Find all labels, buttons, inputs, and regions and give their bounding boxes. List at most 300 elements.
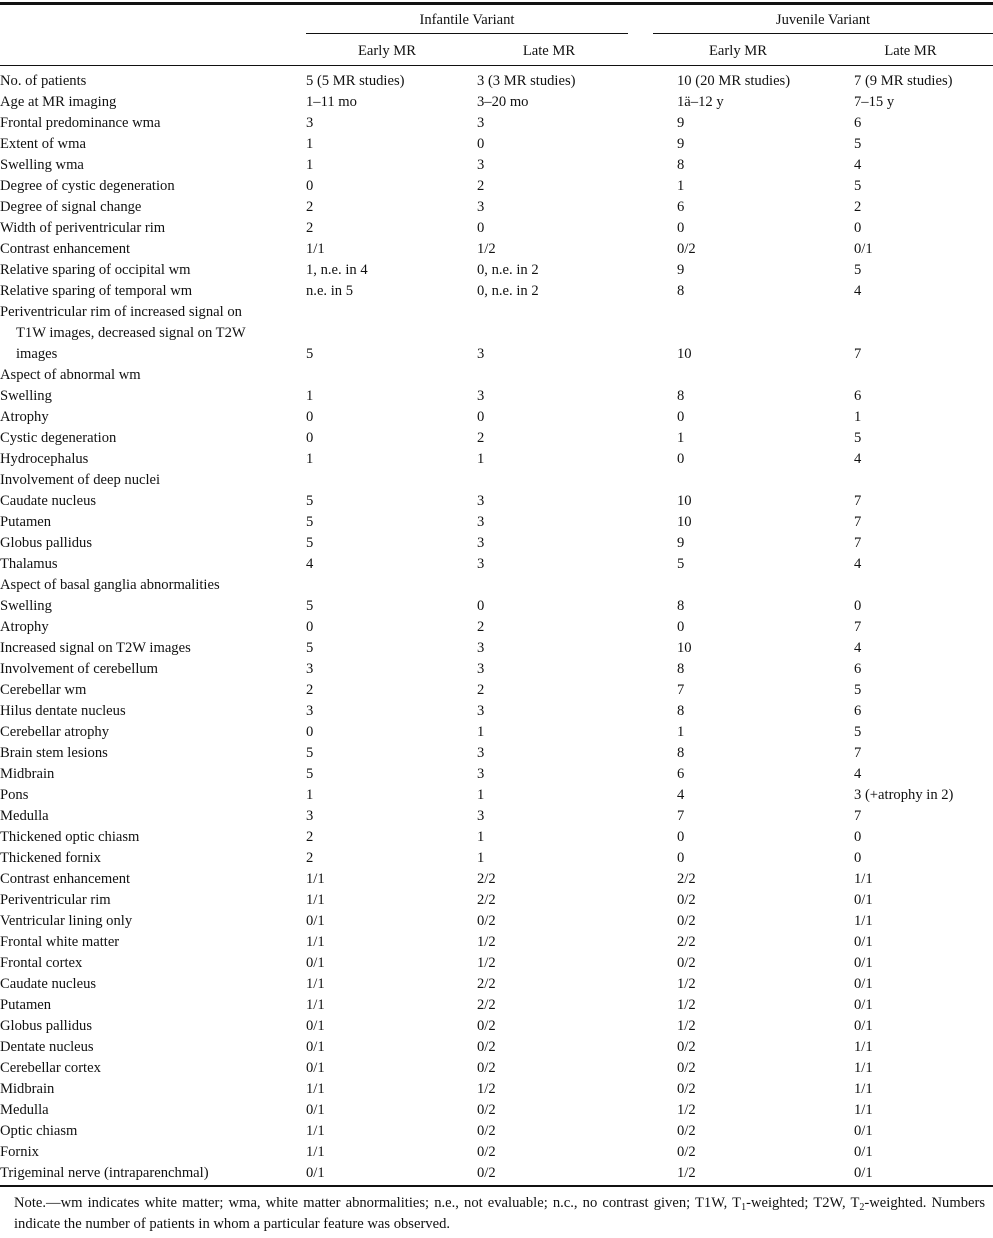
table-cell: 0/1: [854, 976, 873, 992]
table-row: [0, 1142, 993, 1163]
table-cell: 0/1: [306, 1039, 325, 1055]
table-cell: 7: [854, 493, 862, 509]
row-label: Contrast enhancement: [0, 871, 131, 887]
table-cell: 1/2: [477, 934, 496, 950]
table-cell: 3: [477, 535, 485, 551]
table-cell: 0/1: [854, 1165, 873, 1181]
table-row: [0, 197, 993, 218]
table-cell: 0/2: [677, 913, 696, 929]
row-label: Medulla: [0, 1102, 49, 1118]
row-label: Cerebellar atrophy: [0, 724, 109, 740]
table-cell: 3: [477, 661, 485, 677]
row-label: Age at MR imaging: [0, 94, 117, 110]
table-cell: 0/2: [477, 1018, 496, 1034]
table-cell: 9: [677, 262, 685, 278]
table-row: [0, 722, 993, 743]
table-row: [0, 1037, 993, 1058]
table-cell: 0/2: [677, 1144, 696, 1160]
table-cell: 1/2: [477, 1081, 496, 1097]
table-cell: 6: [854, 115, 862, 131]
table-row: [0, 701, 993, 722]
table-cell: 1: [477, 451, 485, 467]
table-cell: 0/1: [306, 1060, 325, 1076]
table-row: [0, 1079, 993, 1100]
row-label: Hydrocephalus: [0, 451, 89, 467]
table-cell: 1/1: [854, 871, 873, 887]
table-row: [0, 575, 993, 596]
table-cell: 1/1: [306, 892, 325, 908]
table-row: [0, 428, 993, 449]
table-cell: 4: [677, 787, 685, 803]
data-table: [0, 71, 993, 1184]
table-cell: 0: [306, 409, 314, 425]
col-header-juvenile-late: Late MR: [884, 43, 937, 59]
table-cell: 6: [854, 703, 862, 719]
table-cell: [306, 365, 477, 386]
table-row: [0, 1058, 993, 1079]
table-cell: 0/2: [477, 913, 496, 929]
table-cell: 2: [477, 619, 485, 635]
row-label: Midbrain: [0, 1081, 55, 1097]
table-cell: [306, 470, 477, 491]
table-cell: 3: [477, 703, 485, 719]
table-cell: 5: [306, 598, 314, 614]
table-cell: 2/2: [677, 871, 696, 887]
table-cell: 3: [477, 388, 485, 404]
table-cell: [854, 365, 993, 386]
table-row: [0, 617, 993, 638]
table-cell: 7 (9 MR studies): [854, 73, 953, 89]
table-cell: 0/2: [477, 1123, 496, 1139]
table-cell: 0/2: [677, 1123, 696, 1139]
table-row: [0, 407, 993, 428]
table-cell: 2/2: [477, 976, 496, 992]
table-cell: 1/1: [306, 241, 325, 257]
table-cell: 10: [677, 514, 692, 530]
table-cell: [477, 365, 677, 386]
table-cell: 8: [677, 661, 685, 677]
table-cell: 5: [306, 640, 314, 656]
table-cell: 9: [677, 136, 685, 152]
table-row: [0, 71, 993, 92]
table-cell: 1: [477, 829, 485, 845]
row-label: Ventricular lining only: [0, 913, 133, 929]
table-cell: 0/1: [854, 997, 873, 1013]
table-cell: 4: [854, 640, 862, 656]
row-label: Caudate nucleus: [0, 976, 97, 992]
table-cell: 1/1: [306, 934, 325, 950]
table-row: [0, 869, 993, 890]
table-cell: 3: [306, 808, 314, 824]
table-cell: 7: [677, 682, 685, 698]
table-cell: 1: [306, 451, 314, 467]
table-row: [0, 806, 993, 827]
header-rule: [0, 65, 993, 66]
table-cell: 2/2: [477, 871, 496, 887]
table-row: [0, 932, 993, 953]
table-cell: 7: [854, 535, 862, 551]
group-header-infantile: Infantile Variant: [419, 12, 515, 28]
table-row: [0, 260, 993, 281]
table-cell: 1: [854, 409, 862, 425]
note-text-1: Note.—wm indicates white matter; wma, white matter abnormalities; n.e., not evaluable; n.c., no contrast given; T1W, T: [14, 1195, 742, 1211]
table-cell: 0/1: [306, 1102, 325, 1118]
row-label-line: images: [16, 346, 58, 362]
table-cell: 4: [854, 157, 862, 173]
table-cell: [306, 575, 477, 596]
table-cell: 0: [306, 724, 314, 740]
table-cell: 3 (3 MR studies): [477, 73, 576, 89]
table-cell: 3: [477, 199, 485, 215]
table-cell: 1/1: [854, 1060, 873, 1076]
row-label: Optic chiasm: [0, 1123, 78, 1139]
table-cell: 5: [306, 745, 314, 761]
table-cell: 2: [854, 199, 862, 215]
table-cell: 1, n.e. in 4: [306, 262, 368, 278]
note-text-2: -weighted; T2W, T: [746, 1195, 860, 1211]
table-cell: 6: [677, 199, 685, 215]
table-cell: 0/2: [477, 1102, 496, 1118]
table-cell: 0/1: [306, 955, 325, 971]
table-cell: 3: [477, 346, 485, 362]
table-cell: 5: [854, 430, 862, 446]
table-cell: 5: [854, 178, 862, 194]
table-cell: 1/1: [854, 913, 873, 929]
row-label: Frontal white matter: [0, 934, 120, 950]
table-cell: 0/2: [477, 1165, 496, 1181]
row-label-line: Periventricular rim of increased signal on: [0, 304, 242, 320]
table-footnote: [0, 1193, 985, 1235]
row-label: Hilus dentate nucleus: [0, 703, 126, 719]
table-row: [0, 785, 993, 806]
table-row: [0, 155, 993, 176]
table-row: [0, 176, 993, 197]
col-header-juvenile-early: Early MR: [709, 43, 767, 59]
row-label: Thickened fornix: [0, 850, 101, 866]
table-cell: 1/1: [306, 1081, 325, 1097]
table-cell: 4: [306, 556, 314, 572]
table-row: [0, 113, 993, 134]
table-cell: 3: [477, 493, 485, 509]
row-label: Degree of cystic degeneration: [0, 178, 175, 194]
row-label: Swelling wma: [0, 157, 84, 173]
note-text-3: -weighted. Numbers indicate the number of patients in whom a particular feature was observed.: [14, 1195, 986, 1232]
table-cell: 2: [477, 430, 485, 446]
table-cell: 5: [677, 556, 685, 572]
row-label: Medulla: [0, 808, 49, 824]
table-cell: 0: [677, 619, 685, 635]
table-cell: 5: [854, 136, 862, 152]
table-cell: 0: [677, 409, 685, 425]
table-cell: 7: [677, 808, 685, 824]
table-cell: 3–20 mo: [477, 94, 529, 110]
table-cell: 2/2: [677, 934, 696, 950]
table-cell: 0: [677, 220, 685, 236]
table-cell: 3: [477, 640, 485, 656]
row-label: Relative sparing of temporal wm: [0, 283, 193, 299]
group-underline-juvenile: [653, 33, 993, 34]
table-cell: 1: [477, 850, 485, 866]
table-cell: 7: [854, 745, 862, 761]
table-cell: 1: [477, 787, 485, 803]
table-row: [0, 92, 993, 113]
table-cell: [677, 575, 854, 596]
table-cell: 2: [306, 682, 314, 698]
row-label: Width of periventricular rim: [0, 220, 166, 236]
table-cell: 0: [306, 178, 314, 194]
table-cell: 0/2: [477, 1144, 496, 1160]
table-cell: 9: [677, 535, 685, 551]
table-cell: 3: [477, 157, 485, 173]
table-cell: 0: [854, 220, 862, 236]
table-row: [0, 890, 993, 911]
table-cell: 1/1: [306, 871, 325, 887]
table-row: [0, 764, 993, 785]
table-row: [0, 134, 993, 155]
table-cell: [477, 470, 677, 491]
table-cell: 3: [477, 808, 485, 824]
table-cell: 8: [677, 388, 685, 404]
table-row: [0, 491, 993, 512]
table-cell: 5: [306, 535, 314, 551]
table-cell: 7: [854, 619, 862, 635]
row-label-line: T1W images, decreased signal on T2W: [16, 325, 246, 341]
table-cell: 10: [677, 640, 692, 656]
table-cell: 1/2: [677, 1102, 696, 1118]
col-header-infantile-late: Late MR: [522, 43, 576, 59]
table-cell: 1–11 mo: [306, 94, 357, 110]
table-cell: 1/2: [677, 997, 696, 1013]
row-label: Caudate nucleus: [0, 493, 97, 509]
table-cell: 2: [477, 682, 485, 698]
table-cell: 8: [677, 598, 685, 614]
table-cell: 2: [477, 178, 485, 194]
row-label: Frontal cortex: [0, 955, 83, 971]
table-cell: [477, 575, 677, 596]
table-row: [0, 596, 993, 617]
table-cell: 0/2: [677, 955, 696, 971]
row-label: Brain stem lesions: [0, 745, 108, 761]
row-label: Relative sparing of occipital wm: [0, 262, 191, 278]
table-cell: 1/1: [306, 1123, 325, 1139]
table-row: [0, 1121, 993, 1142]
row-label: Frontal predominance wma: [0, 115, 161, 131]
note-sub-1: 1: [741, 1202, 747, 1213]
row-label: Atrophy: [0, 619, 49, 635]
row-label: Increased signal on T2W images: [0, 640, 191, 656]
table-row: [0, 218, 993, 239]
table-row: [0, 533, 993, 554]
row-label: Swelling: [0, 388, 52, 404]
table-cell: 0: [306, 619, 314, 635]
table-cell: 8: [677, 703, 685, 719]
table-cell: 1ä–12 y: [677, 94, 724, 110]
table-cell: 4: [854, 556, 862, 572]
table-cell: 1/1: [854, 1081, 873, 1097]
row-label: Thalamus: [0, 556, 58, 572]
table-cell: 7: [854, 514, 862, 530]
row-label: Involvement of deep nuclei: [0, 472, 161, 488]
table-cell: 0: [854, 829, 862, 845]
table-cell: n.e. in 5: [306, 283, 354, 299]
row-label: Aspect of basal ganglia abnormalities: [0, 577, 220, 593]
table-row: [0, 1163, 993, 1184]
row-label: Cystic degeneration: [0, 430, 117, 446]
table-cell: 0/1: [854, 955, 873, 971]
table-cell: 1/2: [477, 241, 496, 257]
row-label: Globus pallidus: [0, 1018, 93, 1034]
table-cell: 0/2: [477, 1039, 496, 1055]
table-cell: 2: [306, 220, 314, 236]
table-cell: 7–15 y: [854, 94, 895, 110]
table-row: [0, 659, 993, 680]
table-cell: 0: [677, 451, 685, 467]
table-cell: 0/2: [677, 1081, 696, 1097]
table-cell: 2/2: [477, 997, 496, 1013]
table-row: [0, 911, 993, 932]
table-cell: 6: [854, 388, 862, 404]
table-cell: 1/1: [854, 1102, 873, 1118]
table-cell: 2: [306, 199, 314, 215]
table-cell: 1/1: [306, 997, 325, 1013]
table-cell: 8: [677, 283, 685, 299]
table-cell: 0/2: [677, 1060, 696, 1076]
table-cell: 1: [677, 178, 685, 194]
table-row: [0, 365, 993, 386]
table-cell: 1/2: [677, 1018, 696, 1034]
table-row: [0, 302, 993, 365]
table-row: [0, 1100, 993, 1121]
table-row: [0, 512, 993, 533]
table-cell: 0: [677, 850, 685, 866]
table-cell: 0/1: [854, 1018, 873, 1034]
table-cell: 0/1: [854, 1123, 873, 1139]
row-label: Putamen: [0, 514, 52, 530]
table-cell: 0/2: [677, 1039, 696, 1055]
table-cell: 1: [677, 430, 685, 446]
table-cell: 3: [306, 703, 314, 719]
group-underline-infantile: [306, 33, 628, 34]
table-row: [0, 680, 993, 701]
table-cell: 0, n.e. in 2: [477, 283, 539, 299]
table-cell: 5: [854, 724, 862, 740]
table-cell: 3: [306, 115, 314, 131]
table-cell: 10 (20 MR studies): [677, 73, 791, 89]
table-cell: 0/1: [854, 241, 873, 257]
table-cell: 0/1: [854, 1144, 873, 1160]
table-cell: 1/2: [477, 955, 496, 971]
row-label: Cerebellar cortex: [0, 1060, 101, 1076]
table-cell: 3: [477, 745, 485, 761]
row-label: Involvement of cerebellum: [0, 661, 159, 677]
row-label: Aspect of abnormal wm: [0, 367, 141, 383]
table-row: [0, 554, 993, 575]
table-cell: 3 (+atrophy in 2): [854, 787, 954, 803]
table-row: [0, 974, 993, 995]
table-cell: 0/1: [306, 1165, 325, 1181]
table-cell: [677, 365, 854, 386]
col-header-infantile-early: Early MR: [358, 43, 416, 59]
table-row: [0, 743, 993, 764]
table-cell: 0: [477, 409, 485, 425]
table-cell: 0, n.e. in 2: [477, 262, 539, 278]
row-label: Fornix: [0, 1144, 39, 1160]
table-cell: 5: [306, 493, 314, 509]
table-cell: 0/2: [677, 241, 696, 257]
table-cell: 10: [677, 493, 692, 509]
table-cell: 0: [306, 430, 314, 446]
table-cell: 10: [677, 346, 692, 362]
table-cell: 6: [677, 766, 685, 782]
table-row: [0, 386, 993, 407]
table-row: [0, 953, 993, 974]
table-cell: 1: [677, 724, 685, 740]
table-row: [0, 239, 993, 260]
table-cell: 3: [306, 661, 314, 677]
table-cell: 0: [854, 598, 862, 614]
table-cell: 5: [306, 766, 314, 782]
row-label: Midbrain: [0, 766, 55, 782]
row-label: Trigeminal nerve (intraparenchmal): [0, 1165, 209, 1181]
table-cell: 5: [306, 346, 314, 362]
table-cell: 3: [477, 766, 485, 782]
table-cell: 0/2: [477, 1060, 496, 1076]
table-cell: 1/1: [306, 976, 325, 992]
row-label: Contrast enhancement: [0, 241, 131, 257]
bottom-rule: [0, 1185, 993, 1187]
table-cell: 0/1: [306, 1018, 325, 1034]
table-cell: 5: [306, 514, 314, 530]
row-label: Thickened optic chiasm: [0, 829, 140, 845]
table-cell: 0/1: [854, 934, 873, 950]
table-cell: 8: [677, 157, 685, 173]
table-cell: 3: [477, 514, 485, 530]
table-cell: 5 (5 MR studies): [306, 73, 405, 89]
table-cell: 8: [677, 745, 685, 761]
table-cell: 5: [854, 682, 862, 698]
group-header-juvenile: Juvenile Variant: [775, 12, 871, 28]
table-cell: 1: [306, 157, 314, 173]
table-cell: 1: [306, 388, 314, 404]
row-label: Periventricular rim: [0, 892, 111, 908]
table-cell: 4: [854, 451, 862, 467]
table-cell: 4: [854, 766, 862, 782]
row-label: No. of patients: [0, 73, 87, 89]
table-row: [0, 638, 993, 659]
table-cell: 1/1: [306, 1144, 325, 1160]
table-cell: 0: [677, 829, 685, 845]
table-cell: 9: [677, 115, 685, 131]
top-rule: [0, 2, 993, 5]
row-label: [0, 302, 306, 365]
table-cell: 1/2: [677, 1165, 696, 1181]
table-row: [0, 281, 993, 302]
table-cell: 0/2: [677, 892, 696, 908]
table-cell: 0: [477, 220, 485, 236]
row-label: Extent of wma: [0, 136, 86, 152]
table-cell: [854, 470, 993, 491]
table-cell: 7: [854, 346, 862, 362]
table-row: [0, 995, 993, 1016]
row-label: Dentate nucleus: [0, 1039, 94, 1055]
table-row: [0, 1016, 993, 1037]
table-cell: 3: [477, 115, 485, 131]
table-cell: 1/2: [677, 976, 696, 992]
note-sub-2: 2: [859, 1202, 865, 1213]
table-cell: 1/1: [854, 1039, 873, 1055]
table-cell: 0: [477, 136, 485, 152]
row-label: Cerebellar wm: [0, 682, 87, 698]
